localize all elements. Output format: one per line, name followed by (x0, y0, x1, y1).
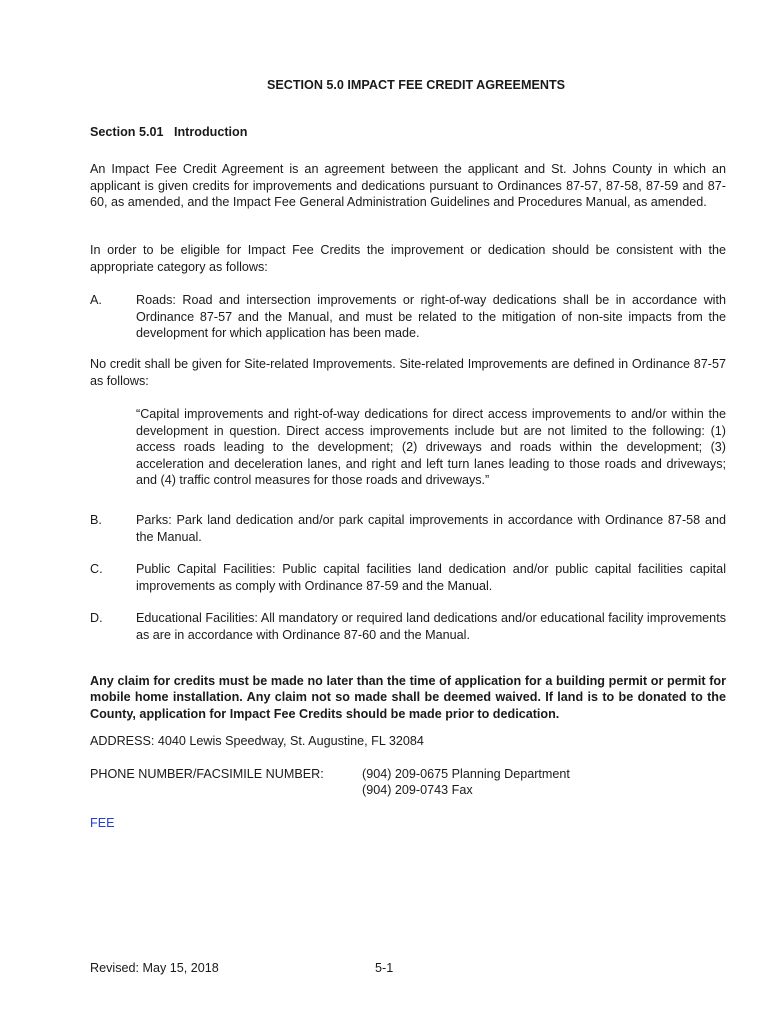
list-item-parks (90, 512, 726, 545)
phone-label: PHONE NUMBER/FACSIMILE NUMBER: (90, 767, 324, 781)
footer-revised-date: Revised: May 15, 2018 (90, 961, 219, 975)
address-line: ADDRESS: 4040 Lewis Speedway, St. Augustine, FL 32084 (90, 734, 424, 748)
list-item-educational (90, 610, 726, 643)
ordinance-quote: “Capital improvements and right-of-way dedications for direct access improvements to and/or within the development in question. Direct access improvements include but are not limited to the following: (1) access roads leading to the development; (2) driveways and roads within the development; (3) acceleration and deceleration lanes, and right and left turn lanes leading to those roads and driveways; and (4) traffic control measures for those roads and driveways.” (136, 407, 726, 488)
list-item-public-capital (90, 561, 726, 594)
document-page (90, 0, 726, 1024)
list-item-letter: B. (90, 513, 102, 527)
list-item-text: Roads: Road and intersection improvements or right-of-way dedications shall be in accordance with Ordinance 87-57 and the Manual, and must be related to the mitigation of non-site impacts from the development for which application has been made. (136, 293, 726, 341)
no-credit-paragraph: No credit shall be given for Site-related Improvements. Site-related Improvements are defined in Ordinance 87-57 as follows: (90, 357, 726, 388)
claim-paragraph: Any claim for credits must be made no later than the time of application for a building permit or permit for mobile home installation. Any claim not so made shall be deemed waived. If land is to be donated to the County, application for Impact Fee Credits should be made prior to dedication. (90, 673, 726, 721)
list-item-roads (90, 292, 726, 342)
list-item-text: Parks: Park land dedication and/or park capital improvements in accordance with Ordinance 87-58 and the Manual. (136, 513, 726, 544)
intro-paragraph: An Impact Fee Credit Agreement is an agreement between the applicant and St. Johns County in which an applicant is given credits for improvements and dedications pursuant to Ordinances 87-57, 87-58, 87-59 and 87-60, as amended, and the Impact Fee General Administration Guidelines and Procedures Manual, as amended. (90, 162, 726, 210)
list-item-text: Educational Facilities: All mandatory or required land dedications and/or educational facility improvements as are in accordance with Ordinance 87-60 and the Manual. (136, 611, 726, 642)
section-heading: Section 5.01 Introduction (90, 125, 248, 139)
list-item-letter: C. (90, 562, 103, 576)
page-title: SECTION 5.0 IMPACT FEE CREDIT AGREEMENTS (266, 78, 566, 92)
phone-fax: (904) 209-0743 Fax (362, 783, 473, 797)
list-item-text: Public Capital Facilities: Public capital facilities land dedication and/or public capital facilities capital improvements as comply with Ordinance 87-59 and the Manual. (136, 562, 726, 593)
list-item-letter: D. (90, 611, 103, 625)
fee-link[interactable]: FEE (90, 816, 115, 830)
eligibility-paragraph: In order to be eligible for Impact Fee Credits the improvement or dedication should be consistent with the appropriate category as follows: (90, 243, 726, 274)
footer-page-number: 5-1 (375, 961, 394, 975)
phone-planning: (904) 209-0675 Planning Department (362, 767, 570, 781)
list-item-letter: A. (90, 293, 102, 307)
